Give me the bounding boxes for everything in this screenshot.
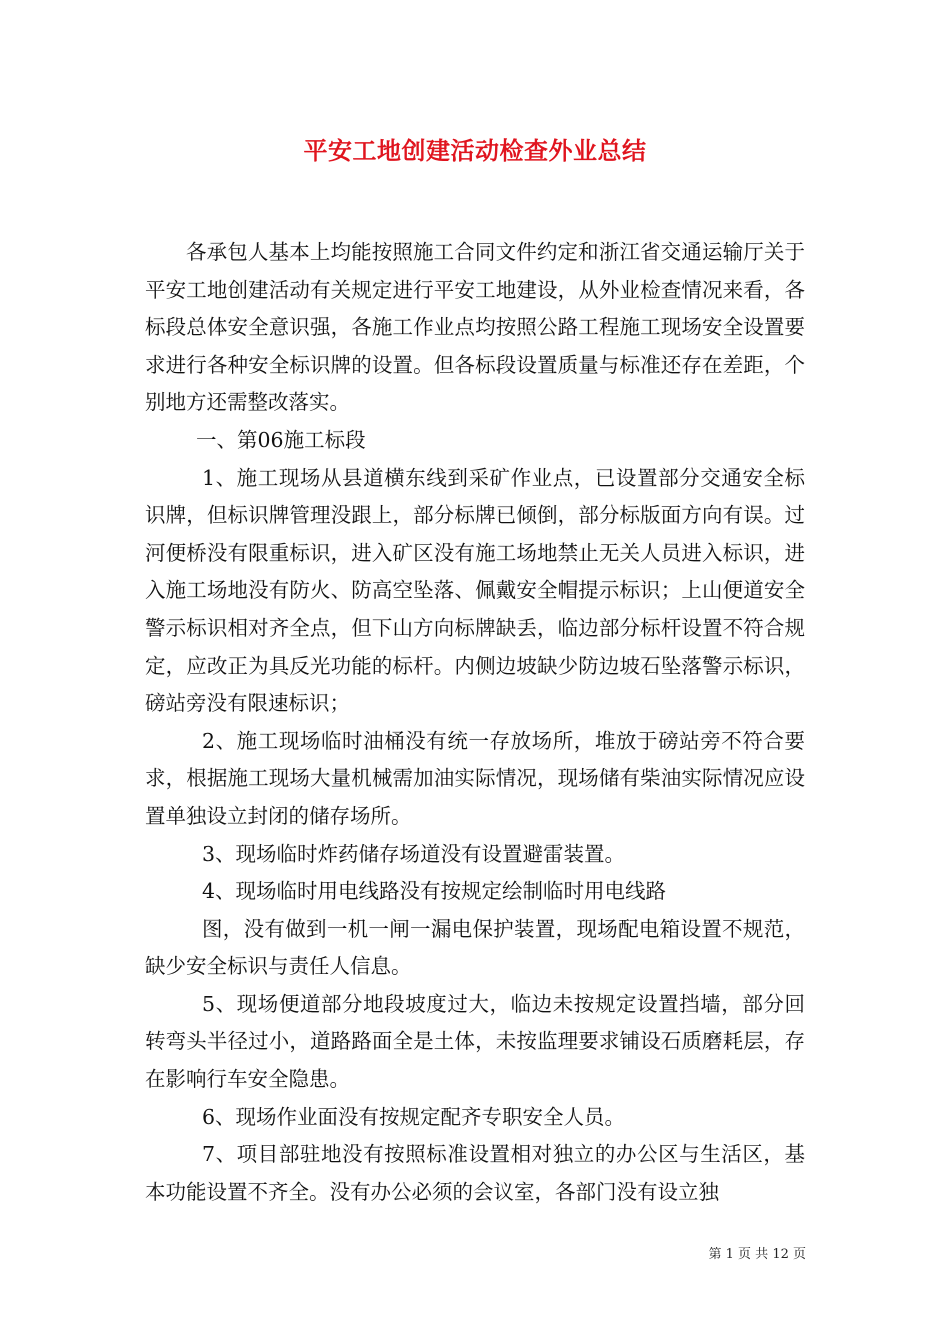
document-body: [145, 234, 805, 1211]
item-4-continuation: 图，没有做到一机一闸一漏电保护装置，现场配电箱设置不规范，缺少安全标识与责任人信息。: [145, 916, 805, 979]
intro-paragraph: 各承包人基本上均能按照施工合同文件约定和浙江省交通运输厅关于平安工地创建活动有关规定进行平安工地建设，从外业检查情况来看，各标段总体安全意识强，各施工作业点均按照公路工程施工现场安全设置要求进行各种安全标识牌的设置。但各标段设置质量与标准还存在差距，个别地方还需整改落实。: [145, 240, 805, 415]
item-5-paragraph: 5、现场便道部分地段坡度过大，临边未按规定设置挡墙，部分回转弯头半径过小，道路路面全是土体，未按监理要求铺设石质磨耗层，存在影响行车安全隐患。: [145, 991, 805, 1092]
item-6-paragraph: 6、现场作业面没有按规定配齐专职安全人员。: [202, 1104, 626, 1129]
item-1-paragraph: 1、施工现场从县道横东线到采矿作业点，已设置部分交通安全标识牌，但标识牌管理没跟上，部分标牌已倾倒，部分标版面方向有误。过河便桥没有限重标识，进入矿区没有施工场地禁止无关人员进入标识，进入施工场地没有防火、防高空坠落、佩戴安全帽提示标识；上山便道安全警示标识相对齐全点，但下山方向标牌缺丢，临边部分标杆设置不符合规定，应改正为具反光功能的标杆。内侧边坡缺少防边坡石坠落警示标识，磅站旁没有限速标识；: [145, 465, 805, 716]
item-7-paragraph: 7、项目部驻地没有按照标准设置相对独立的办公区与生活区，基本功能设置不齐全。没有办公必须的会议室，各部门没有设立独: [145, 1142, 805, 1204]
item-2-paragraph: 2、施工现场临时油桶没有统一存放场所，堆放于磅站旁不符合要求，根据施工现场大量机械需加油实际情况，现场储有柴油实际情况应设置单独设立封闭的储存场所。: [145, 728, 805, 828]
page-number-footer: 第 1 页 共 12 页: [708, 1247, 806, 1262]
item-4-paragraph: 4、现场临时用电线路没有按规定绘制临时用电线路: [202, 879, 667, 904]
section-heading: 一、第06施工标段: [196, 427, 366, 452]
item-3-paragraph: 3、现场临时炸药储存场道没有设置避雷装置。: [202, 841, 626, 866]
document-title: 平安工地创建活动检查外业总结: [303, 136, 647, 165]
